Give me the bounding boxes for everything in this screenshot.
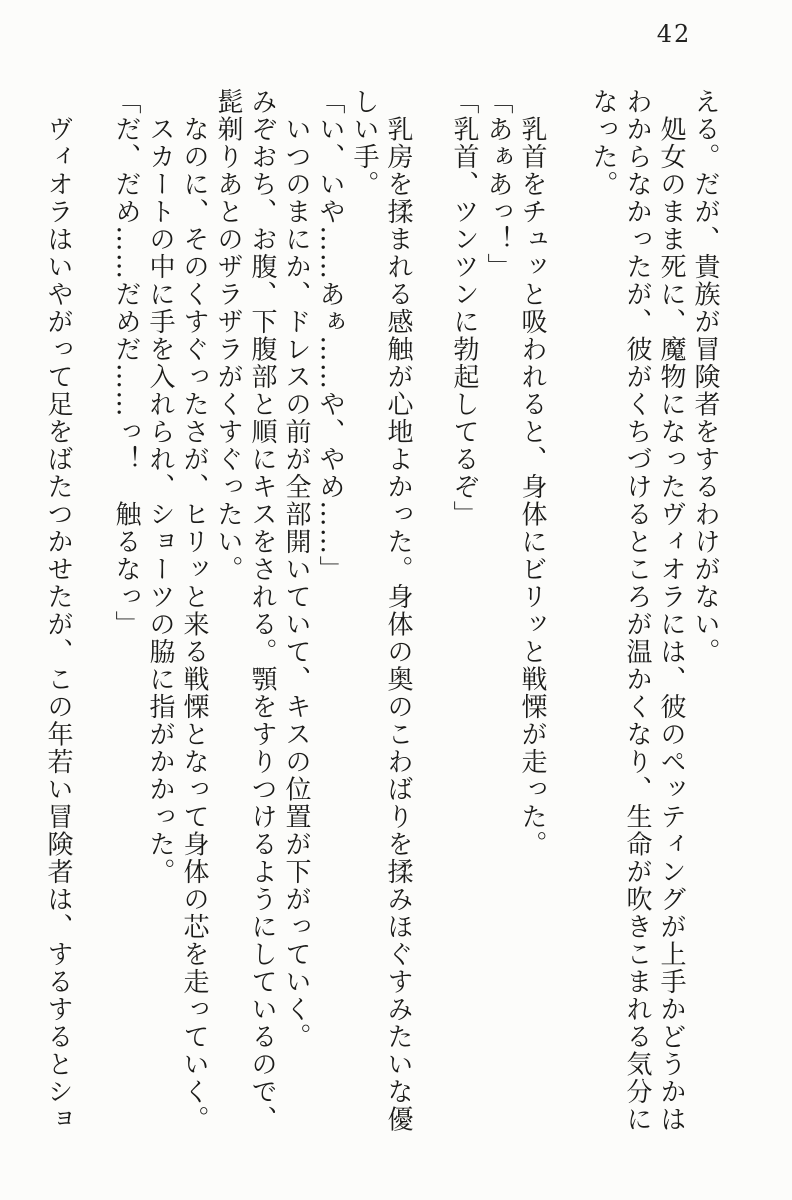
text-column: みぞおち、お腹、下腹部と順にキスをされる。顎をすりつけるようにしているので、 [247,88,277,1133]
text-column: わからなかったが、彼がくちづけるところが温かくなり、生命が吹きこまれる気分に [622,88,652,1133]
text-column: 髭剃りあとのザラザラがくすぐったい。 [213,88,243,583]
text-column: 乳首をチュッと吸われると、身体にビリッと戦慄が走った。 [517,88,547,858]
text-column: なのに、そのくすぐったさが、ヒリッと来る戦慄となって身体の芯を走っていく。 [179,88,209,1133]
text-column: 「あぁあっ！」 [483,88,513,281]
text-column: いつのまにか、ドレスの前が全部開いていて、キスの位置が下がっていく。 [281,88,311,1051]
text-column: える。だが、貴族が冒険者をするわけがない。 [690,88,720,666]
text-column: しい手。 [349,88,379,198]
text-column: 「だ、だめ……だめだ……っ！ 触るなっ」 [111,88,141,638]
text-column: スカートの中に手を入れられ、ショーツの脇に指がかかった。 [145,88,175,886]
text-column: なった。 [588,88,618,198]
text-column: 「い、いや……あぁ……や、やめ……」 [315,88,345,583]
text-column: 乳房を揉まれる感触が心地よかった。身体の奥のこわばりを揉みほぐすみたいな優 [383,88,413,1133]
text-column: ヴィオラはいやがって足をばたつかせたが、この年若い冒険者は、するするとショ [43,88,73,1133]
text-column: 処女のまま死に、魔物になったヴィオラには、彼のペッティングが上手かどうかは [656,88,686,1133]
text-column: 「乳首、ツンツンに勃起してるぞ」 [449,88,479,528]
page-number: 42 [656,20,692,48]
